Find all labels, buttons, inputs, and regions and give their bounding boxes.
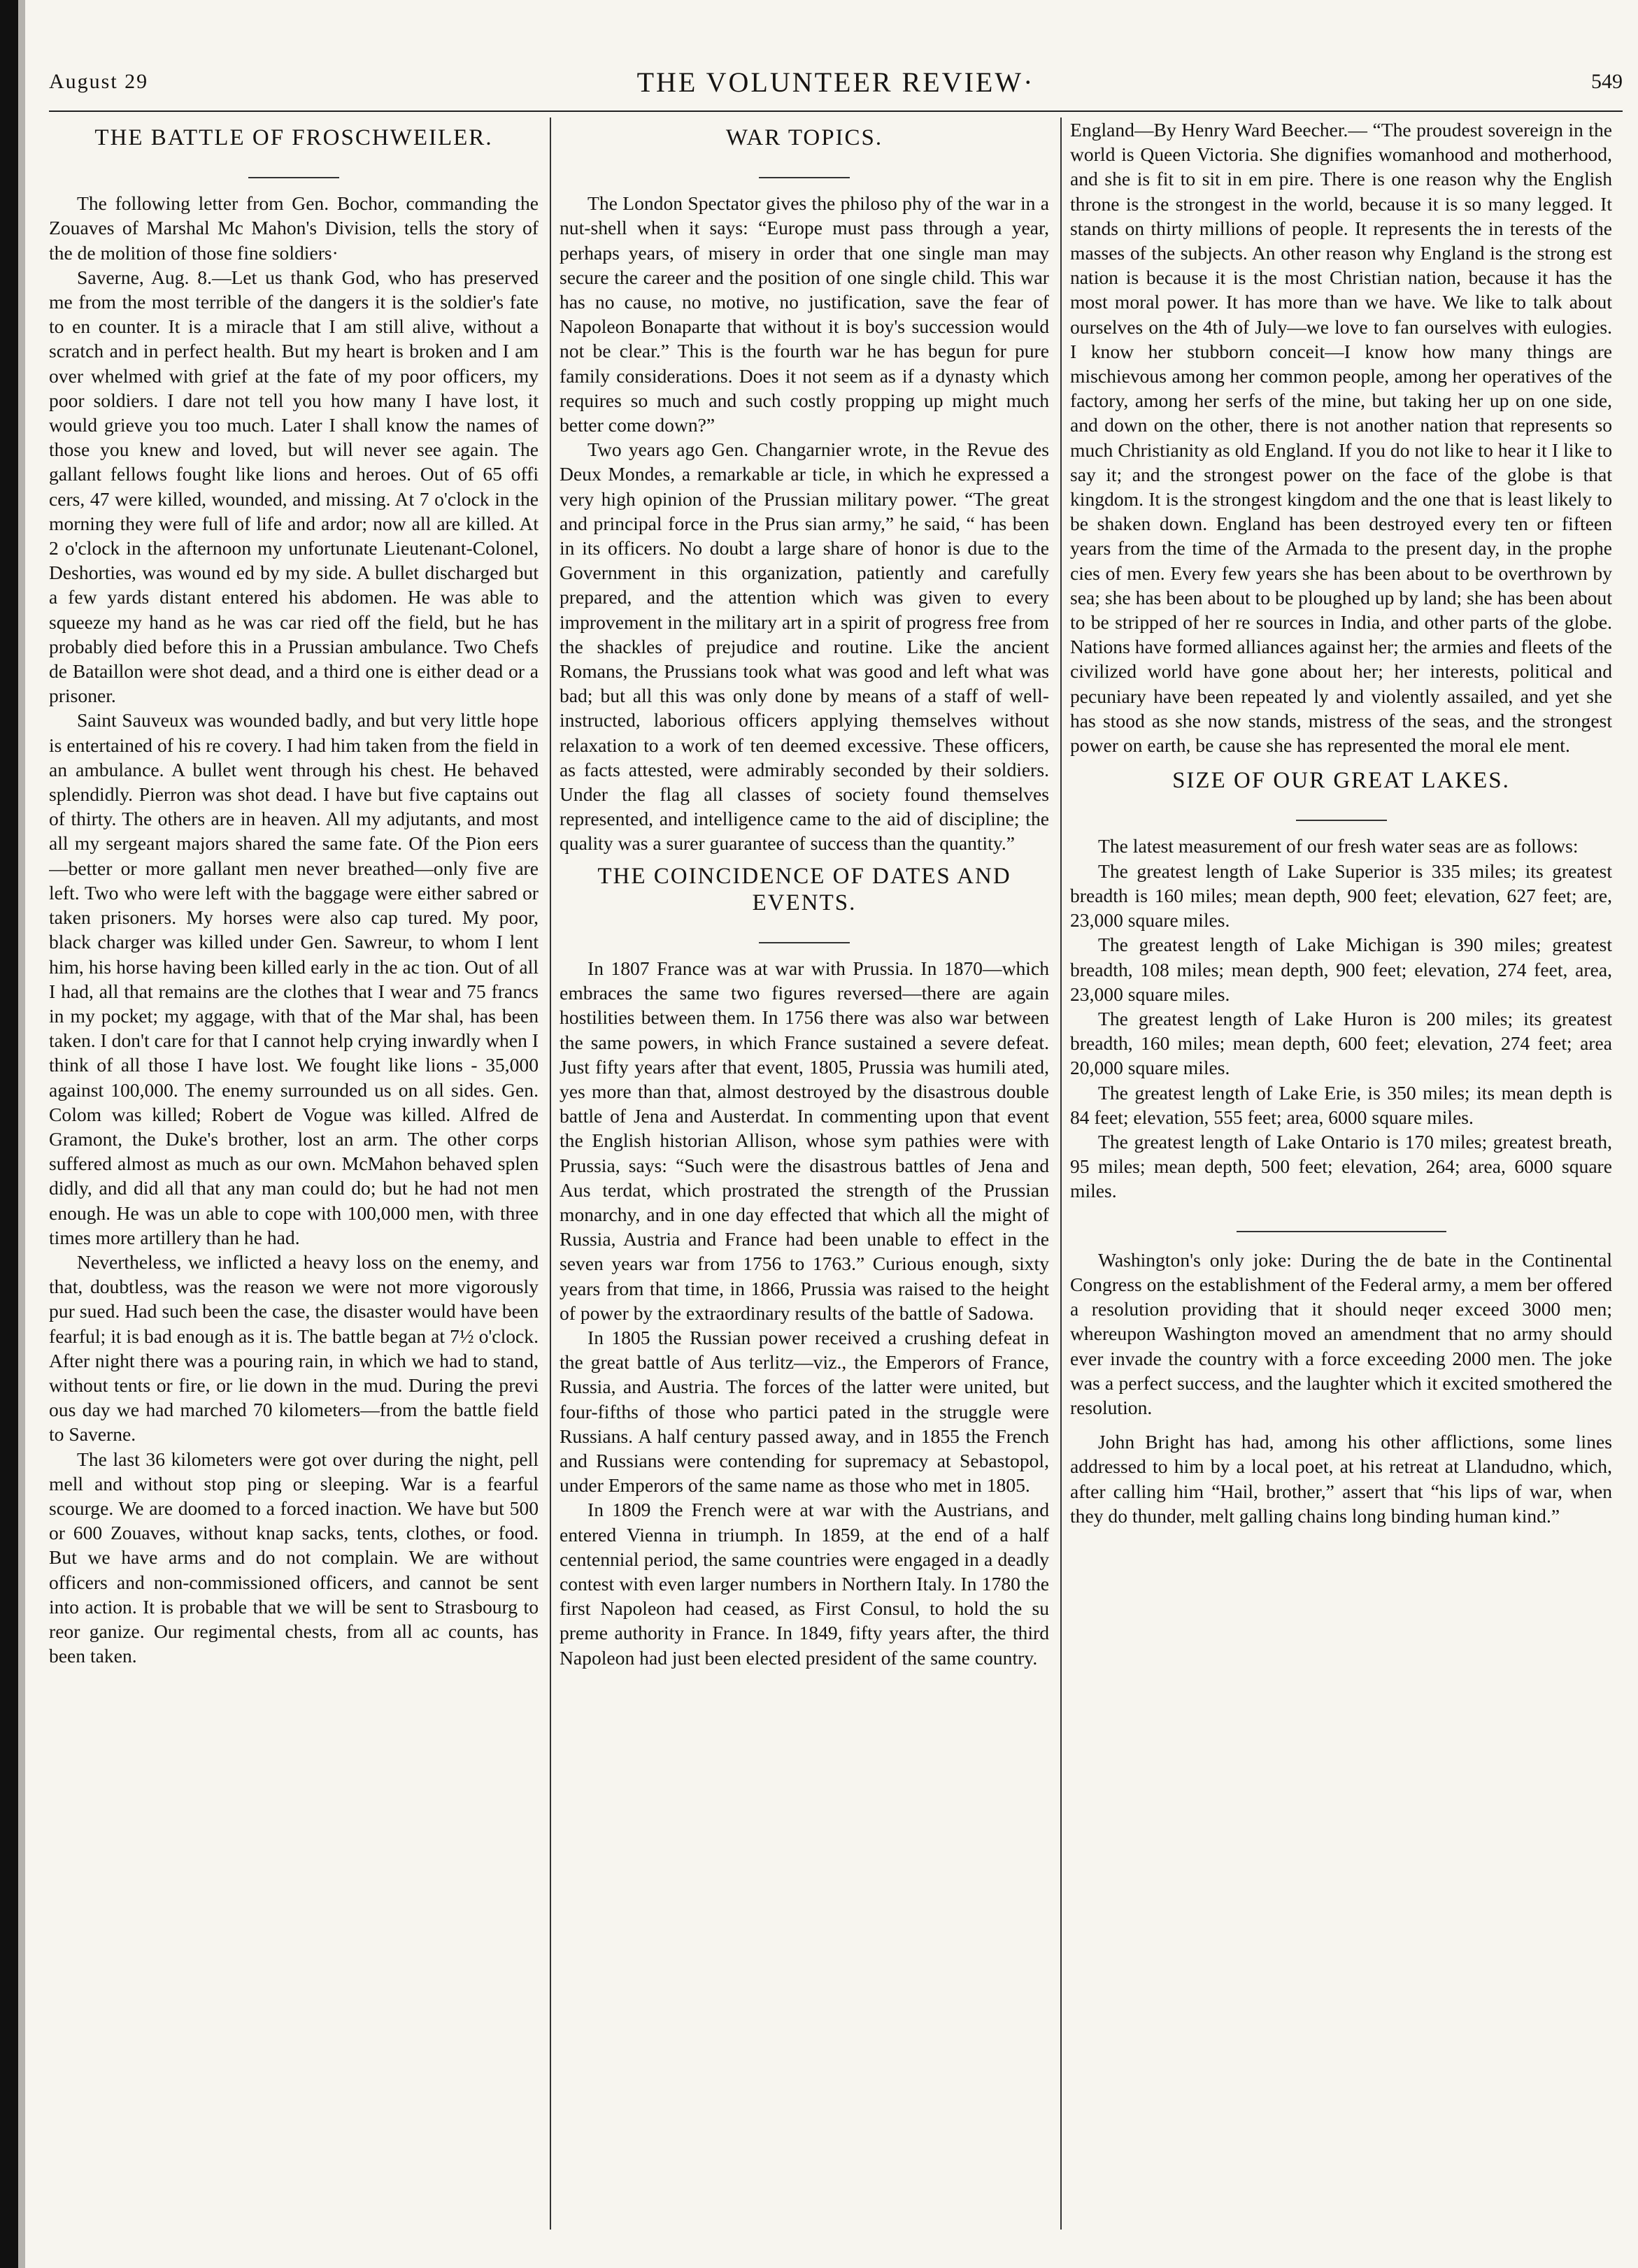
title-underline xyxy=(560,925,1049,949)
paragraph: The London Spectator gives the philoso phy of the war in a nut-shell when it says: “Europe must pass through a year, perhaps years, of misery in order that one single man may secure the career and the position of one single child. This war has no cause, no motive, no justification, save the fear of Napoleon Bonaparte that without it is boy's succession would not be clear.” This is the fourth war he has begun for pure family considerations. Does it not seem as if a dynasty which requires so much and such costly propping up might much better come down?” xyxy=(560,192,1049,436)
column-2 xyxy=(560,117,1049,2251)
paragraph-lake-huron: The greatest length of Lake Huron is 200 miles; its greatest breadth, 160 miles; mean depth, 600 feet; elevation, 274 feet; area 20,000 square miles. xyxy=(1070,1007,1612,1079)
paragraph-lake-erie: The greatest length of Lake Erie, is 350 miles; its mean depth is 84 feet; elevation, 555 feet; area, 6000 square miles. xyxy=(1070,1081,1612,1128)
article-title-war-topics: WAR TOPICS. xyxy=(725,125,883,150)
binding-edge xyxy=(0,0,18,2268)
header-page-number: 549 xyxy=(1591,70,1623,93)
article-title-froschweiler: THE BATTLE OF FROSCHWEILER. xyxy=(94,125,493,150)
paragraph: In 1805 the Russian power received a crushing defeat in the great battle of Aus terlitz—viz., the Emperors of France, Russia, and Austria. The forces of the latter were united, but four-fifths of those who partici pated in the struggle were Russians. A half century passed away, and in 1855 the French and Russians were contending for supremacy at Sebastopol, under Emperors of the same name as those who met in 1805. xyxy=(560,1326,1049,1497)
paragraph-lake-michigan: The greatest length of Lake Michigan is 390 miles; greatest breadth, 108 miles; mean depth, 900 feet; elevation, 274 feet, area, 23,000 square miles. xyxy=(1070,934,1612,1005)
title-underline xyxy=(560,159,1049,184)
paragraph-john-bright: John Bright has had, among his other afflictions, some lines addressed to him by a local poet, at his retreat at Llandudno, which, after calling him “Hail, brother,” assert that “his lips of war, when they do thunder, melt galling chains long binding human kind.” xyxy=(1070,1431,1612,1527)
paragraph: In 1807 France was at war with Prussia. In 1870—which embraces the same two figures reversed—there are again hostilities between them. In 1756 there was also war between the same powers, in which France sustained a severe defeat. Just fifty years after that event, 1805, Prussia was humili ated, yes more than that, almost destroyed by the disastrous double battle of Jena and Austerdat. In commenting upon that event the English historian Allison, whose sym pathies were with Prussia, says: “Such were the disastrous battles of Jena and Aus terdat, which prostrated the strength of the Prussian monarchy, and in one day effected that which all the might of Russia, Austria and France had been unable to effect in the seven years war from 1756 to 1763.” Curious enough, sixty years from that time, in 1866, Prussia was raised to the height of power by the extraordinary results of the battle of Sadowa. xyxy=(560,957,1049,1324)
paragraph-england-beecher: England—By Henry Ward Beecher.— “The proudest sovereign in the world is Queen Victoria. She dignifies womanhood and motherhood, and she is fit to sit in em pire. There is one reason why the English throne is the strongest in the world, because it is so many legged. It stands on thirty millions of people. It represents the in terests of the masses of the subjects. An other reason why England is the strong est nation is because it is the most Christian nation, because it has the most moral power. It has more than we have. We like to talk about ourselves on the 4th of July—we love to fan ourselves with eulogies. I know her stubborn conceit—I know how many things are mischievous among her common people, among her operatives of the factory, among her serfs of the mine, but taking her up on one side, and down on the other, there is not another nation that represents so much Christianity as old England. If you do not like to hear it I like to say it; and the strongest power on the face of the globe is that kingdom. It is the strongest kingdom and the one that is least likely to be shaken down. England has been destroyed every ten or fifteen years from the time of the Armada to the present day, in the prophe cies of men. Every few years she has been about to be overthrown by sea; she has been about to be ploughed up by land; she has been about to be stripped of her re sources in India, and other parts of the globe. Nations have formed alliances against her; the armies and fleets of the civilized world have gone about her; her interests, political and pecuniary have been repeated ly and violently assailed, and yet she has stood as she now stands, mistress of the seas, and the strongest power on earth, be cause she has represented the moral ele ment. xyxy=(1070,119,1612,757)
paragraph: Two years ago Gen. Changarnier wrote, in the Revue des Deux Mondes, a remarkable ar ticle, in which he expressed a very high opinion of the Prussian military power. “The great and principal force in the Prus sian army,” he said, “ has been in its officers. No doubt a large share of honor is due to the Government in this organization, patiently and carefully prepared, and the attention which was given to every improvement in the military art in a spirit of progress free from the shackles of prejudice and routine. Like the ancient Romans, the Prussians took what was good and left what was bad; but all this was only done by means of a staff of well-instructed, laborious officers applying themselves without relaxation to a work of ten deemed excessive. These officers, as facts attested, were admirably seconded by their soldiers. Under the flag all classes of society found themselves represented, and intelligence came to the aid of discipline; the quality was a surer guarantee of success than the quantity.” xyxy=(560,438,1049,855)
paragraph: The last 36 kilometers were got over during the night, pell mell and without stop ping or sleeping. War is a fearful scourge. We are doomed to a forced inaction. We have but 500 or 600 Zouaves, without knap sacks, tents, clothes, or food. But we have arms and do not complain. We are without officers and non-commissioned officers, and cannot be sent into action. It is probable that we will be sent to Strasbourg to reor ganize. Our regimental chests, from all ac counts, has been taken. xyxy=(49,1448,539,1667)
article-title-coincidence: THE COINCIDENCE OF DATES AND EVENTS. xyxy=(597,863,1011,915)
header-rule xyxy=(49,110,1623,112)
column-1 xyxy=(49,117,539,2251)
header-journal-title: THE VOLUNTEER REVIEW· xyxy=(636,66,1035,98)
running-header xyxy=(49,66,1623,112)
article-title-great-lakes: SIZE OF OUR GREAT LAKES. xyxy=(1172,768,1510,794)
paragraph: Saint Sauveux was wounded badly, and but very little hope is entertained of his re covery. I had him taken from the field in an ambulance. A bullet went through his chest. He behaved splendidly. Pierron was shot dead. I have but five captains out of thirty. The others are in heaven. All my adjutants, and most all my sergeant majors shared the same fate. Of the Pion eers—better or more gallant men never breathed—only five are left. Two who were left with the baggage were either sabred or taken prisoners. My horses were also cap tured. My poor, black charger was killed under Gen. Sawreur, to whom I lent him, his horse having been killed early in the ac tion. Out of all I had, all that remains are the clothes that I wear and 75 francs in my pocket; my aggage, with that of the Mar shal, has been taken. I don't care for that I cannot help crying inwardly when I think of all those I have lost. We fought like lions - 35,000 against 100,000. The enemy surrounded us on all sides. Gen. Colom was killed; Robert de Vogue was killed. Alfred de Gramont, the Duke's brother, lost an arm. The other corps suffered almost as much as our own. McMahon behaved splen didly, and did all that any man could do; but he had not men enough. He was un able to cope with 100,000 men, with three times more artillery than he had. xyxy=(49,709,539,1248)
header-date: August 29 xyxy=(49,70,149,93)
paragraph: Saverne, Aug. 8.—Let us thank God, who has preserved me from the most terrible of the dangers it is the soldier's fate to en counter. It is a miracle that I am still alive, without a scratch and in perfect health. But my heart is broken and I am over whelmed with grief at the fate of my poor officers, my poor soldiers. I dare not tell you how many I have lost, it would grieve you too much. Later I shall know the names of those you knew and loved, but will never see again. The gallant fellows fought like lions and heroes. Out of 65 offi cers, 47 were killed, wounded, and missing. At 7 o'clock in the morning they were full of life and ardor; now all are killed. At 2 o'clock in the afternoon my unfortunate Lieutenant-Colonel, Deshorties, was wound ed by my side. A bullet discharged but a few yards distant entered his abdomen. He was able to squeeze my hand as he was car ried off the field, but he has probably died before this in a Prussian ambulance. Two Chefs de Bataillon were shot dead, and a third one is either dead or a prisoner. xyxy=(49,266,539,707)
title-underline xyxy=(1070,802,1612,827)
paragraph-lake-ontario: The greatest length of Lake Ontario is 170 miles; greatest breath, 95 miles; mean depth, 500 feet; elevation, 264; area, 6000 square miles. xyxy=(1070,1130,1612,1202)
binding-shadow xyxy=(18,0,25,2268)
section-separator xyxy=(1070,1213,1612,1238)
paragraph: Nevertheless, we inflicted a heavy loss on the enemy, and that, doubtless, was the reason we were not more vigorously pur sued. Had such been the case, the disaster would have been fearful; it is bad enough as it is. The battle began at 7½ o'clock. After night there was a pouring rain, in which we had to stand, without tents or fire, or lie down in the mud. During the previ ous day we had marched 70 kilometers—from the battle field to Saverne. xyxy=(49,1250,539,1446)
column-rule-1 xyxy=(550,117,551,2230)
column-rule-2 xyxy=(1060,117,1062,2230)
title-underline xyxy=(49,159,539,184)
column-3 xyxy=(1070,117,1612,2251)
paragraph: The following letter from Gen. Bochor, commanding the Zouaves of Marshal Mc Mahon's Division, tells the story of the de molition of those fine soldiers· xyxy=(49,192,539,264)
paragraph: In 1809 the French were at war with the Austrians, and entered Vienna in triumph. In 1859, at the end of a half centennial period, the same countries were engaged in a deadly contest with even larger numbers in Northern Italy. In 1780 the first Napoleon had ceased, as First Consul, to hold the su preme authority in France. In 1849, fifty years after, the third Napoleon had just been elected president of the same country. xyxy=(560,1499,1049,1669)
paragraph-lake-superior: The greatest length of Lake Superior is 335 miles; its greatest breadth is 160 miles; mean depth, 900 feet; elevation, 627 feet; are, 23,000 square miles. xyxy=(1070,860,1612,932)
paragraph: The latest measurement of our fresh water seas are as follows: xyxy=(1098,835,1579,857)
paragraph-washington-joke: Washington's only joke: During the de bate in the Continental Congress on the establishment of the Federal army, a mem ber offered a resolution providing that it should neqer exceed 3000 men; whereupon Washington moved an amendment that no army should ever invade the country with a force exceeding 2000 men. The joke was a perfect success, and the laughter which it excited smothered the resolution. xyxy=(1070,1248,1612,1418)
